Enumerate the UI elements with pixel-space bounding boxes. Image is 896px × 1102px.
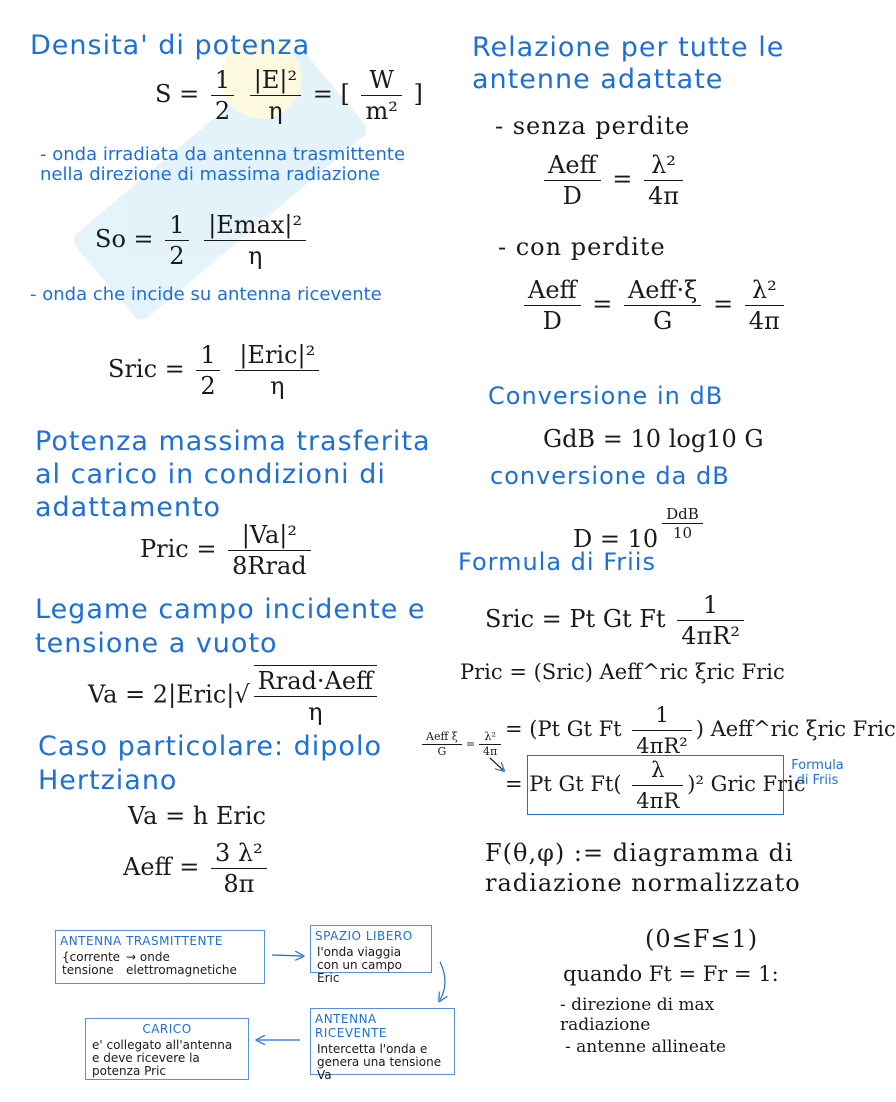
pric-equation: Pric = $\frac{\text{|Va|²}}{\text{8Rrad}}$ (140, 520, 315, 581)
friis-equation-2: Pric = (Sric) Aeff^ric ξric Fric (460, 660, 785, 684)
with-loss-equation: $\frac{\text{Aeff}}{D}$ = $\frac{\text{Aeff·ξ}}{G}$ = $\frac{\text{λ²}}{4\pi}$ (520, 275, 788, 336)
rx-antenna-text: Intercetta l'onda e genera una tensione Va (317, 1042, 442, 1082)
dipole-title: Caso particolare: dipolo Hertziano (38, 731, 382, 796)
relation-title: Relazione per tutte le antenne adattate (472, 32, 785, 95)
db-title: Conversione in dB (488, 382, 724, 410)
va-equation: Va = 2|Eric|√ $\frac{\text{Rrad·Aeff}}{\eta}$ (88, 665, 381, 727)
rx-antenna-title: ANTENNA RICEVENTE (315, 1012, 388, 1040)
link-title: Legame campo incidente e tensione a vuoto (35, 594, 426, 659)
friis-equation-1: Sric = Pt Gt Ft $\frac{1}{\text{4πR²}}$ (485, 590, 748, 651)
fromdb-title: conversione da dB (490, 462, 730, 490)
density-title: Densita' di potenza (30, 30, 311, 61)
tx-antenna-title: ANTENNA TRASMITTENTE (60, 934, 223, 948)
f-range: (0≤F≤1) (645, 925, 759, 953)
load-text: e' collegato all'antenna e deve ricevere la potenza Pric (92, 1038, 233, 1078)
arrow-to-friis (490, 758, 503, 770)
friis-equation-3: = (Pt Gt Ft $\frac{1}{\text{4πR²}}$ ) Aeff^ric ξric Fric (505, 700, 896, 761)
dipole-va-equation: Va = h Eric (128, 802, 266, 830)
load-title: CARICO (142, 1022, 192, 1036)
density-equation: S = $\frac{1}{2}$ $\frac{\text{|E|²}}{\eta}$ = [ $\frac{W}{\text{m²}}$ ] (155, 66, 423, 125)
with-loss-label: - con perdite (498, 233, 666, 261)
no-loss-equation: $\frac{\text{Aeff}}{D}$ = $\frac{\text{λ²}}{4\pi}$ (540, 150, 687, 211)
fromdb-equation: D = 10 $\frac{\text{DdB}}{10}$ (573, 505, 707, 553)
so-equation: So = $\frac{1}{2}$ $\frac{\text{|Emax|²}}{\eta}$ (95, 210, 310, 271)
when-condition: quando Ft = Fr = 1: (563, 962, 779, 986)
tx-em-waves: → onde elettromagnetiche (126, 950, 237, 977)
side-note-equation: $\frac{\text{Aeff ξ}}{G}$ = $\frac{\text{λ²}}{4\pi}$ (418, 730, 505, 759)
note-incident-wave: - onda che incide su antenna ricevente (30, 284, 382, 305)
friis-title: Formula di Friis (458, 548, 656, 576)
tx-voltage: tensione (62, 963, 114, 977)
arrow-free-to-rx (440, 962, 445, 1000)
db-equation: GdB = 10 log10 G (543, 425, 764, 453)
condition-max-radiation: - direzione di max radiazione (560, 995, 715, 1035)
friis-side-label: Formula di Friis (791, 758, 844, 788)
power-title: Potenza massima trasferita al carico in condizioni di adattamento (35, 426, 431, 523)
note-radiated-wave: - onda irradiata da antenna trasmittente nella direzione di massima radiazione (40, 144, 406, 185)
aeff-dipole-equation: Aeff = $\frac{\text{3 λ²}}{8\pi}$ (123, 838, 271, 899)
no-loss-label: - senza perdite (495, 112, 691, 140)
radiation-pattern-definition: F(θ,φ) := diagramma di radiazione normalizzato (485, 839, 801, 897)
friis-equation-4: = Pt Gt Ft( $\frac{\lambda}{4\pi R}$ )² Gric Fric (505, 755, 806, 816)
sric-equation: Sric = $\frac{1}{2}$ $\frac{\text{|Eric|²}}{\eta}$ (108, 340, 323, 401)
tx-current: {corrente (62, 950, 121, 964)
free-space-text: l'onda viaggia con un campo Eric (317, 945, 402, 985)
arrow-tx-to-free (272, 955, 302, 956)
free-space-title: SPAZIO LIBERO (315, 929, 413, 943)
condition-aligned: - antenne allineate (565, 1037, 726, 1057)
